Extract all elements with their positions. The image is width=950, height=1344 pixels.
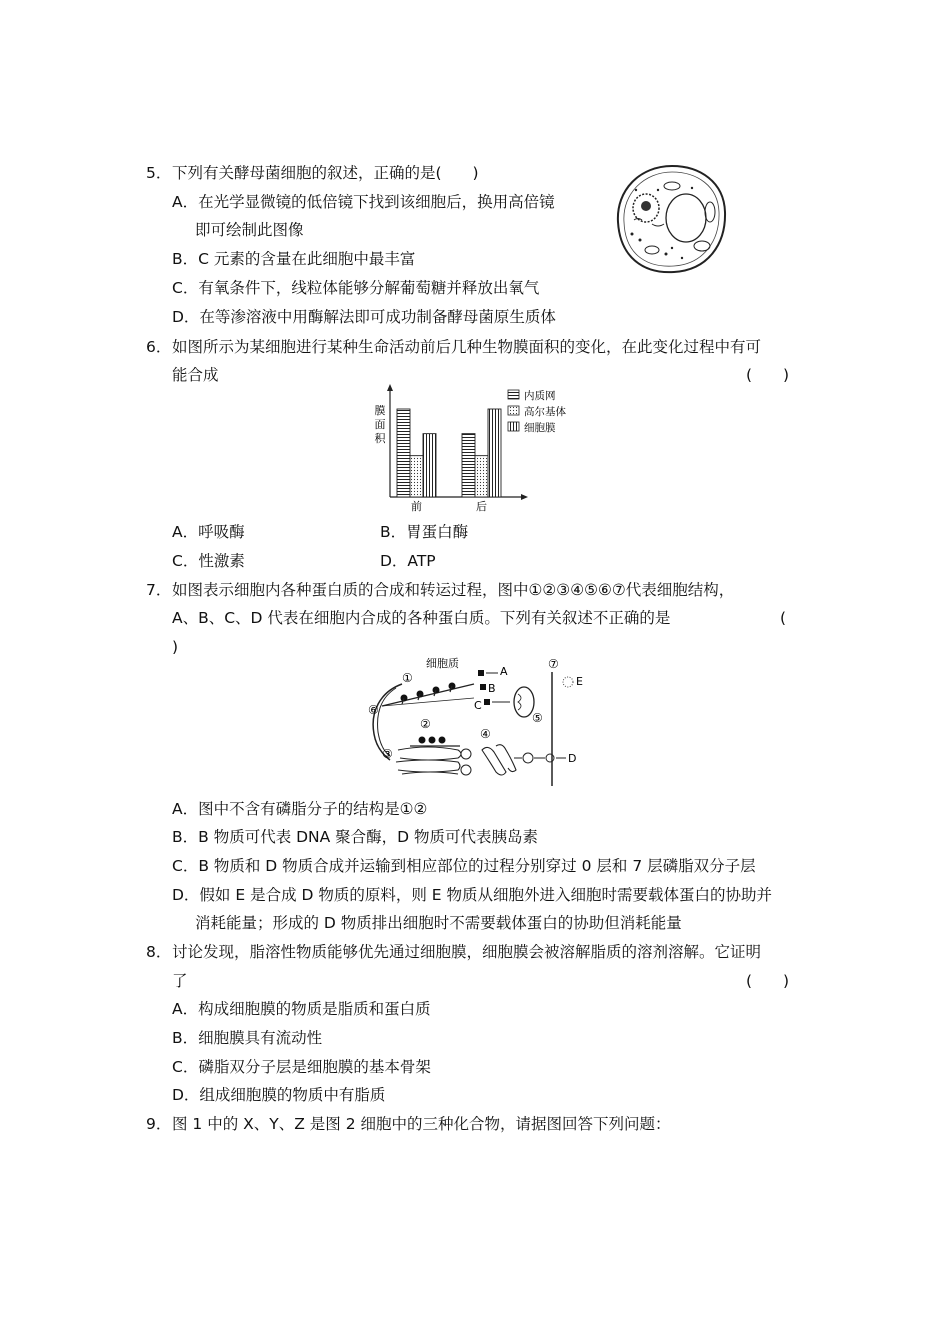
label-2: ② [420, 717, 431, 731]
q7-option-a: A．图中不含有磷脂分子的结构是①② [172, 800, 428, 818]
label-5: ⑤ [532, 711, 543, 725]
q5-stem: 下列有关酵母菌细胞的叙述，正确的是( ) [172, 164, 479, 182]
q6-answer-paren: ( ) [746, 366, 790, 384]
label-6: ⑥ [368, 703, 379, 717]
q8-stem-line1: 讨论发现，脂溶性物质能够优先通过细胞膜，细胞膜会被溶解脂质的溶剂溶解。它证明 [172, 943, 762, 961]
q8-option-c: C．磷脂双分子层是细胞膜的基本骨架 [172, 1058, 431, 1076]
q6-option-d: D．ATP [380, 552, 436, 570]
q7-option-d: D．假如 E 是合成 D 物质的原料，则 E 物质从细胞外进入细胞时需要载体蛋白的协助并 [172, 886, 773, 904]
q8-stem-line2: 了 [172, 972, 188, 990]
x-tick-label: 前 [411, 500, 422, 513]
protein-a-label: A [500, 665, 508, 678]
q6-stem-line2: 能合成 [172, 366, 219, 384]
q7-option-b: B．B 物质可代表 DNA 聚合酶，D 物质可代表胰岛素 [172, 828, 539, 846]
q8-option-b: B．细胞膜具有流动性 [172, 1029, 323, 1047]
q6-option-c: C．性激素 [172, 552, 245, 570]
q8-answer-paren: ( ) [746, 972, 790, 990]
q5-option-b: B．C 元素的含量在此细胞中最丰富 [172, 250, 416, 268]
material-e-label: E [576, 675, 583, 688]
legend-swatch [508, 422, 519, 431]
protein-d-label: D [568, 752, 577, 765]
bar-前-细胞膜 [423, 434, 436, 497]
label-4: ④ [480, 727, 491, 741]
q5-option-a: A．在光学显微镜的低倍镜下找到该细胞后，换用高倍镜 [172, 193, 555, 211]
y-label-char: 膜 [374, 404, 386, 417]
legend-swatch [508, 406, 519, 415]
q5-option-d: D．在等渗溶液中用酶解法即可成功制备酵母菌原生质体 [172, 308, 556, 326]
y-axis-label [375, 403, 387, 445]
bar-前-高尔基体 [410, 456, 423, 497]
chart-legend [508, 389, 566, 434]
yeast-cell-diagram [612, 160, 730, 278]
y-label-char: 面 [374, 418, 386, 431]
q5-option-c: C．有氧条件下，线粒体能够分解葡萄糖并释放出氧气 [172, 279, 540, 297]
legend-label: 高尔基体 [524, 406, 566, 418]
q7-number: 7． [146, 581, 172, 599]
q6-stem-line1: 如图所示为某细胞进行某种生命活动前后几种生物膜面积的变化，在此变化过程中有可 [172, 338, 762, 356]
legend-swatch [508, 390, 519, 399]
q7-paren-open: ( [780, 609, 787, 627]
label-1: ① [402, 671, 413, 685]
q7-option-d-cont: 消耗能量；形成的 D 物质排出细胞时不需要载体蛋白的协助但消耗能量 [195, 914, 682, 932]
bar-后-细胞膜 [488, 409, 501, 497]
q6-number: 6． [146, 338, 172, 356]
q8-option-d: D．组成细胞膜的物质中有脂质 [172, 1086, 386, 1104]
q7-option-c: C．B 物质和 D 物质合成并运输到相应部位的过程分别穿过 0 层和 7 层磷脂双分子层 [172, 857, 756, 875]
protein-transport-diagram [362, 654, 602, 788]
legend-label: 细胞膜 [524, 422, 556, 434]
q8-option-a: A．构成细胞膜的物质是脂质和蛋白质 [172, 1000, 431, 1018]
q7-paren-close: ) [172, 638, 179, 656]
protein-b-label: B [488, 682, 496, 695]
q8-number: 8． [146, 943, 172, 961]
q6-option-a: A．呼吸酶 [172, 523, 245, 541]
membrane-area-chart [368, 382, 598, 516]
cytoplasm-label: 细胞质 [426, 657, 459, 670]
q9-stem: 图 1 中的 X、Y、Z 是图 2 细胞中的三种化合物，请据图回答下列问题： [172, 1115, 671, 1133]
bar-后-高尔基体 [475, 456, 488, 497]
q9-number: 9． [146, 1115, 172, 1133]
q5-option-a-cont: 即可绘制此图像 [195, 221, 304, 239]
protein-c-label: C [474, 699, 482, 712]
bar-前-内质网 [397, 409, 410, 497]
q6-option-b: B．胃蛋白酶 [380, 523, 469, 541]
y-label-char: 积 [374, 432, 386, 445]
bar-后-内质网 [462, 434, 475, 497]
q7-stem-line1: 如图表示细胞内各种蛋白质的合成和转运过程，图中①②③④⑤⑥⑦代表细胞结构， [172, 581, 735, 599]
x-tick-label: 后 [476, 500, 487, 513]
q5-number: 5． [146, 164, 172, 182]
label-7: ⑦ [548, 657, 559, 671]
q7-stem-line2: A、B、C、D 代表在细胞内合成的各种蛋白质。下列有关叙述不正确的是 [172, 609, 671, 627]
label-3: ③ [382, 747, 393, 761]
legend-label: 内质网 [524, 390, 556, 402]
